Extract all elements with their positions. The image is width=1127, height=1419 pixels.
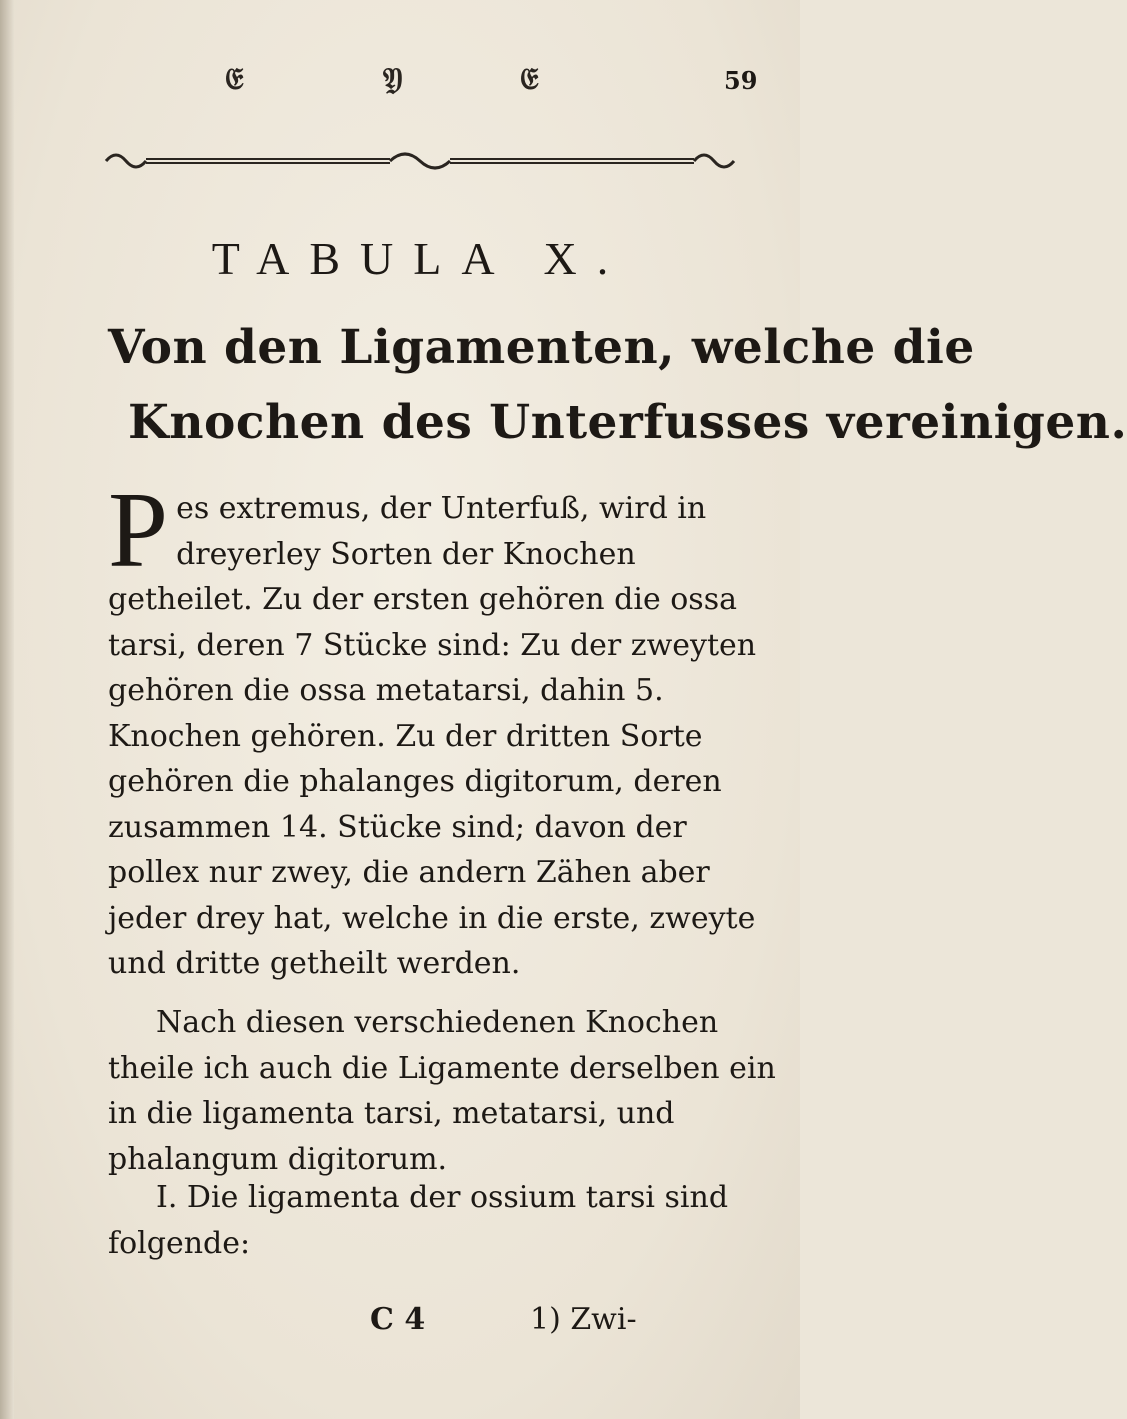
catchword: 1) Zwi- (530, 1302, 637, 1337)
running-head-left-ornament: 𝔈 (225, 62, 244, 97)
heading-line-2: Knochen des Unterfusses vereinigen. (128, 395, 1127, 450)
running-head-right-ornament: 𝔈 (520, 62, 539, 97)
paragraph-1 (108, 471, 780, 987)
paragraph-3-text: I. Die ligamenta der ossium tarsi sind folgende: (108, 1180, 729, 1261)
catchline (0, 1302, 800, 1352)
signature-mark: C 4 (370, 1302, 426, 1337)
paragraph-1-text: es extremus, der Unterfuß, wird in dreyerley Sorten der Knochen getheilet. Zu der ersten gehören die ossa tarsi, deren 7 Stücke sind: Zu der zweyten gehören die ossa metatarsi, dahin 5. Knochen gehören. Zu der dritten Sorte gehören die phalanges digitorum, deren zusammen 14. Stücke sind; davon der pollex nur zwey, die andern Zähen aber jeder drey hat, welche in die erste, zweyte und dritte getheilt werden. (108, 491, 757, 981)
paragraph-3 (108, 1175, 780, 1266)
running-head (0, 62, 800, 102)
paragraph-2 (108, 1000, 780, 1182)
ornamental-rule (100, 148, 740, 174)
page-number: 59 (724, 66, 758, 95)
table-title: TABULA X. (211, 233, 629, 284)
heading-line-1: Von den Ligamenten, welche die (108, 320, 975, 375)
page-gutter (0, 0, 14, 1419)
paragraph-2-text: Nach diesen verschiedenen Knochen theile ich auch die Ligamente derselben ein in die ligamenta tarsi, metatarsi, und phalangum digitorum. (108, 1005, 776, 1177)
running-head-center-ornament: 𝔜 (383, 62, 403, 97)
drop-cap: P (108, 471, 169, 590)
